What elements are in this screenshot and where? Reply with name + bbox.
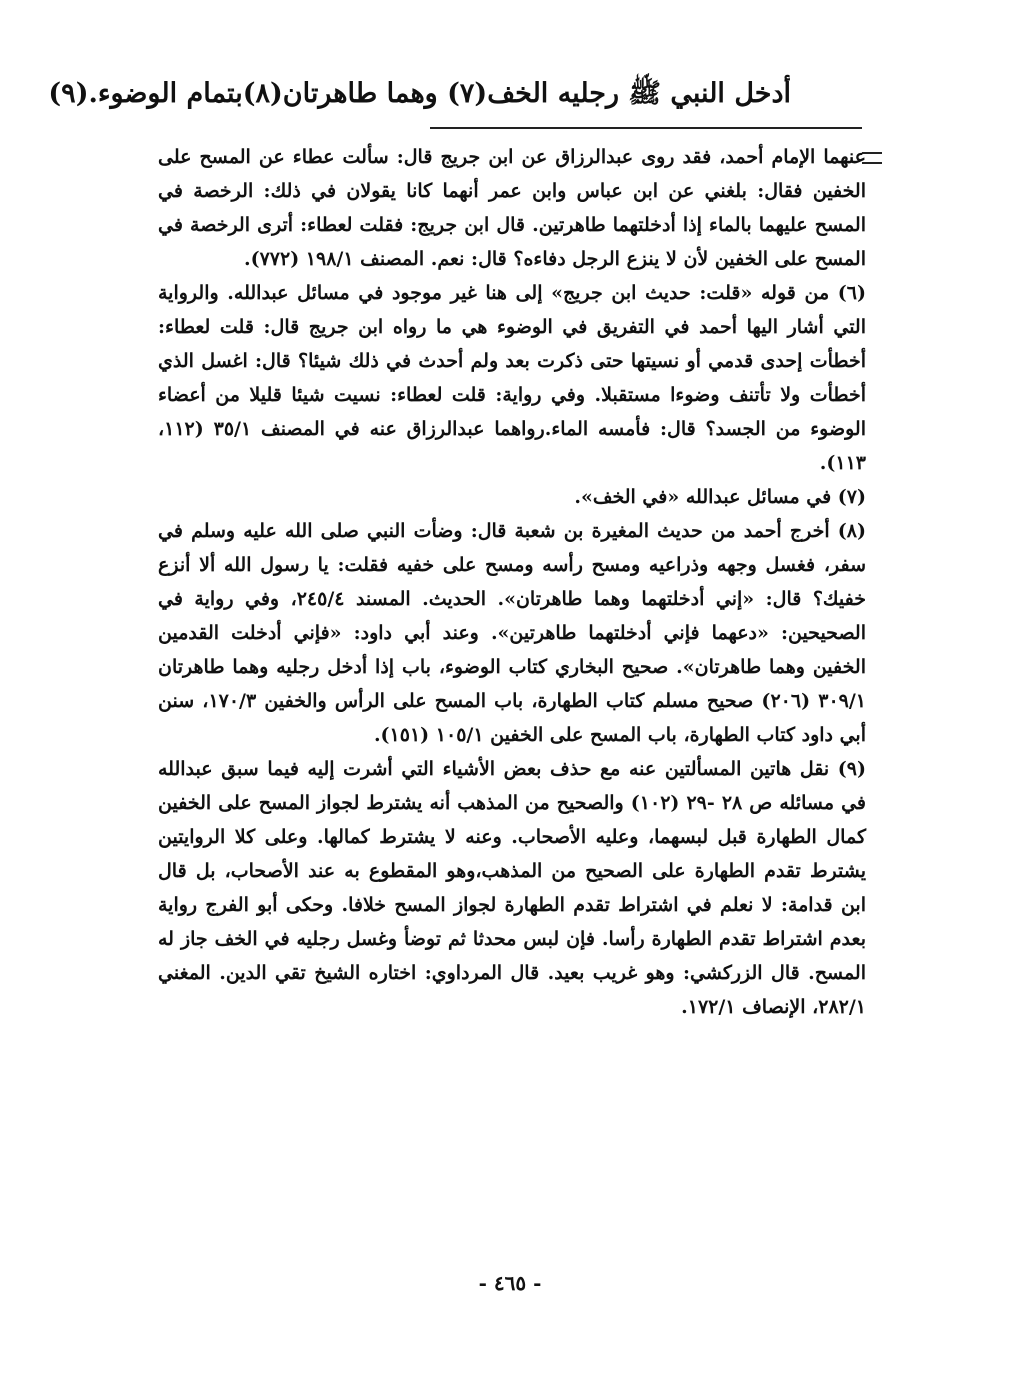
footnote-continued: عنهما الإمام أحمد، فقد روى عبدالرزاق عن ابن جريج قال: سألت عطاء عن المسح على الخفين فقال: بلغني عن ابن عباس وابن عمر أنهما كانا يقولان في ذلك: الرخصة في المسح عليهما بالماء إذا أدخلتهما طاهرتين. قال ابن جريج: فقلت لعطاء: أترى الرخصة في المسح على الخفين لأن لا ينزع الرجل دفاءه؟ قال: نعم. المصنف ١٩٨/١ (٧٧٢). <box>158 146 866 270</box>
page-heading: أدخل النبي ﷺ رجليه الخف(٧) وهما طاهرتان(٨)بتمام الوضوء.(٩) <box>48 78 791 109</box>
page-number: - ٤٦٥ - <box>478 1271 542 1295</box>
footnote-9: (٩) نقل هاتين المسألتين عنه مع حذف بعض الأشياء التي أشرت إليه فيما سبق عبدالله في مسائله ص ٢٨ -٢٩ (١٠٢) والصحيح من المذهب أنه يشترط لجواز المسح على الخفين كمال الطهارة قبل لبسهما، وعليه الأصحاب. وعنه لا يشترط كمالها. وعلى كلا الروايتين يشترط تقدم الطهارة على الصحيح من المذهب،وهو المقطوع به عند الأصحاب، بل قال ابن قدامة: لا نعلم في اشتراط تقدم الطهارة لجواز المسح خلافا. وحكى أبو الفرج رواية بعدم اشتراط تقدم الطهارة رأسا. فإن لبس محدثا ثم توضأ وغسل رجليه في الخف جاز له المسح. قال الزركشي: وهو غريب بعيد. قال المرداوي: اختاره الشيخ تقي الدين. المغني ٢٨٢/١، الإنصاف ١٧٢/١. <box>158 758 866 1018</box>
footnote-6: (٦) من قوله «قلت: حديث ابن جريج» إلى هنا غير موجود في مسائل عبدالله. والرواية التي أشار اليها أحمد في التفريق في الوضوء هي ما رواه ابن جريج قال: قلت لعطاء: أخطأت إحدى قدمي أو نسيتها حتى ذكرت بعد ولم أحدث في ذلك شيئا؟ قال: اغسل الذي أخطأت ولا تأتنف وضوءا مستقبلا. وفي رواية: قلت لعطاء: نسيت شيئا قليلا من أعضاء الوضوء من الجسد؟ قال: فأمسه الماء.رواهما عبدالرزاق عنه في المصنف ٣٥/١ (١١٢، ١١٣). <box>158 282 866 474</box>
footnote-separator <box>430 127 862 129</box>
footnote-7: (٧) في مسائل عبدالله «في الخف». <box>574 486 866 508</box>
footnotes-section <box>158 140 866 1024</box>
footnote-8: (٨) أخرج أحمد من حديث المغيرة بن شعبة قال: وضأت النبي صلى الله عليه وسلم في سفر، فغسل وجهه وذراعيه ومسح رأسه ومسح على خفيه فقلت: يا رسول الله ألا أنزع خفيك؟ قال: «إني أدخلتهما وهما طاهرتان». الحديث. المسند ٢٤٥/٤، وفي رواية في الصحيحين: «دعهما فإني أدخلتهما طاهرتين». وعند أبي داود: «فإني أدخلت القدمين الخفين وهما طاهرتان». صحيح البخاري كتاب الوضوء، باب إذا أدخل رجليه وهما طاهرتان ٣٠٩/١ (٢٠٦) صحيح مسلم كتاب الطهارة، باب المسح على الرأس والخفين ١٧٠/٣، سنن أبي داود كتاب الطهارة، باب المسح على الخفين ١٠٥/١ (١٥١). <box>158 520 867 746</box>
